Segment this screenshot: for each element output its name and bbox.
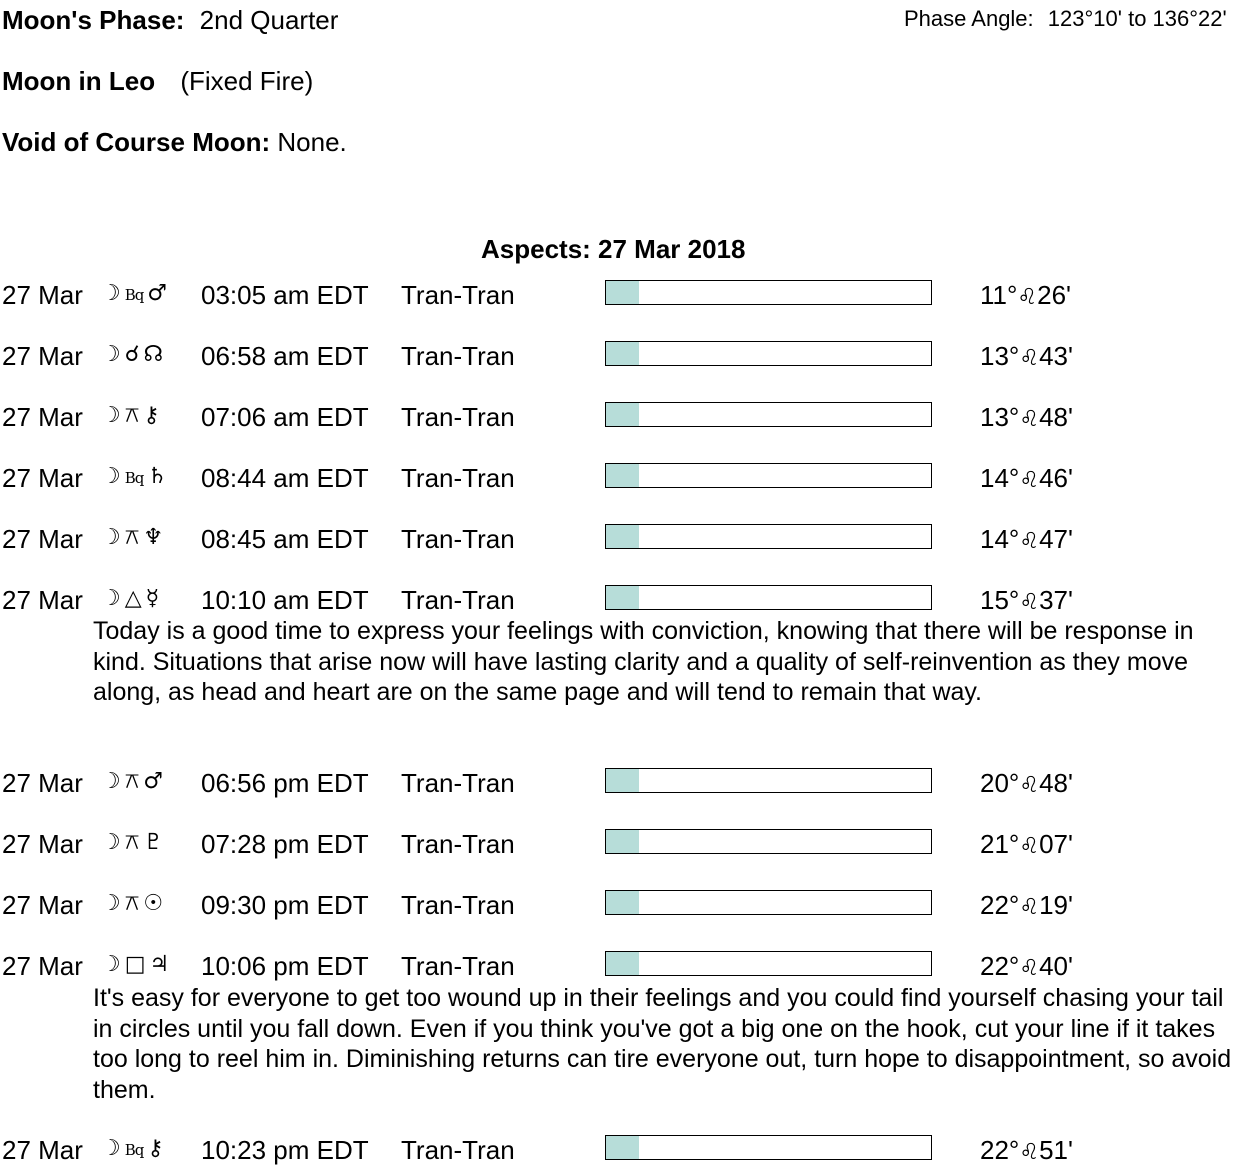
intensity-bar-fill xyxy=(606,586,639,609)
aspect-time: 10:23 pm EDT xyxy=(201,1135,369,1165)
moon-sign-label: Moon in Leo xyxy=(2,66,156,96)
aspect-glyph-icon: ⚻ xyxy=(124,403,140,428)
aspects-title: Aspects: 27 Mar 2018 xyxy=(481,234,746,264)
aspect-type: Tran-Tran xyxy=(401,890,515,920)
aspect-type: Tran-Tran xyxy=(401,280,515,310)
moon-position xyxy=(980,951,1073,982)
aspect-time: 03:05 am EDT xyxy=(201,280,369,310)
leo-sign-icon: ♌ xyxy=(1019,834,1040,859)
intensity-bar xyxy=(605,280,932,305)
aspect-type: Tran-Tran xyxy=(401,463,515,493)
aspect-time: 09:30 pm EDT xyxy=(201,890,369,920)
intensity-bar-fill xyxy=(606,830,639,853)
aspect-row xyxy=(2,402,1252,442)
aspect-glyphs xyxy=(101,281,171,306)
aspect-time: 07:28 pm EDT xyxy=(201,829,369,859)
planet-glyph-icon: ♃ xyxy=(149,952,170,977)
aspect-glyph-icon: ⚻ xyxy=(124,525,140,550)
aspect-glyph-icon: Bq xyxy=(124,1141,144,1159)
position-minutes: 26' xyxy=(1037,280,1072,310)
void-of-course-value: None. xyxy=(277,127,347,157)
moon-glyph-icon: ☽ xyxy=(101,586,121,611)
moon-sign-line xyxy=(2,66,313,97)
aspect-type: Tran-Tran xyxy=(401,1135,515,1165)
aspect-time: 08:44 am EDT xyxy=(201,463,369,493)
position-minutes: 40' xyxy=(1039,951,1073,981)
aspect-row xyxy=(2,1135,1252,1175)
moon-position xyxy=(980,829,1073,860)
intensity-bar-fill xyxy=(606,342,639,365)
moon-position xyxy=(980,524,1073,555)
aspect-row xyxy=(2,890,1252,930)
leo-sign-icon: ♌ xyxy=(1019,529,1040,554)
aspect-time: 10:10 am EDT xyxy=(201,585,369,615)
aspect-row xyxy=(2,524,1252,564)
position-degrees: 11° xyxy=(980,280,1018,310)
moon-position xyxy=(980,1135,1073,1166)
moon-glyph-icon: ☽ xyxy=(101,952,121,977)
leo-sign-icon: ♌ xyxy=(1019,956,1040,981)
planet-glyph-icon: ♆ xyxy=(143,525,164,550)
aspect-glyphs xyxy=(101,464,171,489)
position-minutes: 07' xyxy=(1039,829,1073,859)
phase-angle-value: 123°10' to 136°22' xyxy=(1047,6,1227,31)
moon-position xyxy=(980,768,1073,799)
aspect-date: 27 Mar xyxy=(2,1135,83,1165)
aspect-time: 08:45 am EDT xyxy=(201,524,369,554)
aspect-row xyxy=(2,829,1252,869)
aspect-time: 10:06 pm EDT xyxy=(201,951,369,981)
leo-sign-icon: ♌ xyxy=(1019,468,1040,493)
position-degrees: 22° xyxy=(980,890,1020,920)
moon-position xyxy=(980,463,1073,494)
aspect-type: Tran-Tran xyxy=(401,951,515,981)
intensity-bar xyxy=(605,585,932,610)
planet-glyph-icon: ♄ xyxy=(147,464,168,489)
intensity-bar-fill xyxy=(606,403,639,426)
interpretation-text: Today is a good time to express your feelings with conviction, knowing that there will be response in kind. Situations that arise now will have lasting clarity and a quality of self-reinvention as they move along, as head and heart are on the same page and will tend to remain that way. xyxy=(93,617,1194,706)
aspect-type: Tran-Tran xyxy=(401,829,515,859)
intensity-bar-fill xyxy=(606,464,639,487)
planet-glyph-icon: ☊ xyxy=(143,342,164,367)
position-minutes: 43' xyxy=(1039,341,1073,371)
moon-glyph-icon: ☽ xyxy=(101,281,121,306)
leo-sign-icon: ♌ xyxy=(1019,1140,1040,1165)
aspect-type: Tran-Tran xyxy=(401,402,515,432)
aspect-row xyxy=(2,768,1252,808)
position-degrees: 15° xyxy=(980,585,1020,615)
void-of-course-line xyxy=(2,127,347,158)
aspect-glyphs xyxy=(101,586,163,611)
aspect-date: 27 Mar xyxy=(2,951,83,981)
intensity-bar-fill xyxy=(606,769,639,792)
intensity-bar xyxy=(605,890,932,915)
aspect-glyph-icon: Bq xyxy=(124,469,144,487)
aspect-date: 27 Mar xyxy=(2,463,83,493)
aspect-glyph-icon: □ xyxy=(124,952,146,977)
aspect-glyphs xyxy=(101,525,167,550)
leo-sign-icon: ♌ xyxy=(1019,346,1040,371)
moon-phase-line xyxy=(2,5,338,36)
aspect-glyph-icon: ⚻ xyxy=(124,769,140,794)
void-of-course-label: Void of Course Moon: xyxy=(2,127,271,157)
intensity-bar xyxy=(605,768,932,793)
aspect-glyphs xyxy=(101,342,167,367)
intensity-bar xyxy=(605,829,932,854)
planet-glyph-icon: ♇ xyxy=(143,830,164,855)
position-degrees: 22° xyxy=(980,1135,1020,1165)
aspect-type: Tran-Tran xyxy=(401,524,515,554)
intensity-bar xyxy=(605,951,932,976)
position-minutes: 48' xyxy=(1039,768,1073,798)
intensity-bar xyxy=(605,1135,932,1160)
aspect-glyphs xyxy=(101,952,173,977)
aspect-glyph-icon: △ xyxy=(124,586,142,611)
aspect-glyphs xyxy=(101,891,167,916)
intensity-bar xyxy=(605,341,932,366)
planet-glyph-icon: ☿ xyxy=(145,586,160,611)
moon-glyph-icon: ☽ xyxy=(101,342,121,367)
leo-sign-icon: ♌ xyxy=(1019,407,1040,432)
position-degrees: 14° xyxy=(980,463,1020,493)
aspect-time: 06:56 pm EDT xyxy=(201,768,369,798)
aspect-glyph-icon: ☌ xyxy=(124,342,140,367)
position-minutes: 37' xyxy=(1039,585,1073,615)
moon-sign-quality: (Fixed Fire) xyxy=(180,66,314,96)
position-degrees: 13° xyxy=(980,402,1020,432)
leo-sign-icon: ♌ xyxy=(1017,285,1038,310)
aspect-glyph-icon: Bq xyxy=(124,286,144,304)
aspect-date: 27 Mar xyxy=(2,768,83,798)
aspect-date: 27 Mar xyxy=(2,585,83,615)
intensity-bar-fill xyxy=(606,952,639,975)
aspect-type: Tran-Tran xyxy=(401,768,515,798)
leo-sign-icon: ♌ xyxy=(1019,895,1040,920)
aspect-date: 27 Mar xyxy=(2,402,83,432)
aspect-date: 27 Mar xyxy=(2,341,83,371)
aspect-row xyxy=(2,341,1252,381)
intensity-bar-fill xyxy=(606,281,639,304)
position-minutes: 47' xyxy=(1039,524,1073,554)
moon-phase-value: 2nd Quarter xyxy=(199,5,339,35)
planet-glyph-icon: ♂ xyxy=(147,281,168,306)
aspect-glyphs xyxy=(101,1136,167,1161)
aspect-date: 27 Mar xyxy=(2,890,83,920)
moon-position xyxy=(980,280,1071,311)
aspect-type: Tran-Tran xyxy=(401,341,515,371)
interpretation-text: It's easy for everyone to get too wound up in their feelings and you could find yourself chasing your tail in circles until you fall down. Even if you think you've got a big one on the hook, cut your line if it takes too long to reel him in. Diminishing returns can tire everyone out, turn hope to disappointment, so avoid them. xyxy=(93,984,1232,1104)
aspect-glyphs xyxy=(101,769,167,794)
moon-glyph-icon: ☽ xyxy=(101,830,121,855)
intensity-bar xyxy=(605,524,932,549)
planet-glyph-icon: ☉ xyxy=(143,891,164,916)
planet-glyph-icon: ⚷ xyxy=(147,1136,164,1161)
planet-glyph-icon: ⚷ xyxy=(143,403,160,428)
leo-sign-icon: ♌ xyxy=(1019,590,1040,615)
intensity-bar-fill xyxy=(606,891,639,914)
position-degrees: 21° xyxy=(980,829,1020,859)
aspect-glyphs xyxy=(101,830,167,855)
aspect-glyph-icon: ⚻ xyxy=(124,891,140,916)
phase-angle xyxy=(904,6,1227,32)
moon-position xyxy=(980,341,1073,372)
planet-glyph-icon: ♂ xyxy=(143,769,164,794)
moon-position xyxy=(980,890,1073,921)
intensity-bar xyxy=(605,463,932,488)
moon-glyph-icon: ☽ xyxy=(101,1136,121,1161)
aspect-row xyxy=(2,280,1252,320)
moon-glyph-icon: ☽ xyxy=(101,525,121,550)
moon-glyph-icon: ☽ xyxy=(101,403,121,428)
position-degrees: 20° xyxy=(980,768,1020,798)
moon-position xyxy=(980,585,1073,616)
position-minutes: 48' xyxy=(1039,402,1073,432)
aspect-time: 06:58 am EDT xyxy=(201,341,369,371)
position-degrees: 22° xyxy=(980,951,1020,981)
moon-glyph-icon: ☽ xyxy=(101,769,121,794)
aspect-date: 27 Mar xyxy=(2,829,83,859)
position-minutes: 19' xyxy=(1039,890,1073,920)
intensity-bar xyxy=(605,402,932,427)
position-minutes: 51' xyxy=(1039,1135,1073,1165)
moon-phase-label: Moon's Phase: xyxy=(2,5,185,35)
position-degrees: 13° xyxy=(980,341,1020,371)
aspect-glyph-icon: ⚻ xyxy=(124,830,140,855)
moon-glyph-icon: ☽ xyxy=(101,891,121,916)
position-degrees: 14° xyxy=(980,524,1020,554)
aspect-date: 27 Mar xyxy=(2,524,83,554)
position-minutes: 46' xyxy=(1039,463,1073,493)
moon-glyph-icon: ☽ xyxy=(101,464,121,489)
intensity-bar-fill xyxy=(606,525,639,548)
aspect-type: Tran-Tran xyxy=(401,585,515,615)
aspect-date: 27 Mar xyxy=(2,280,83,310)
intensity-bar-fill xyxy=(606,1136,639,1159)
aspect-row xyxy=(2,463,1252,503)
aspect-glyphs xyxy=(101,403,164,428)
leo-sign-icon: ♌ xyxy=(1019,773,1040,798)
moon-position xyxy=(980,402,1073,433)
phase-angle-label: Phase Angle: xyxy=(904,6,1034,31)
aspect-time: 07:06 am EDT xyxy=(201,402,369,432)
